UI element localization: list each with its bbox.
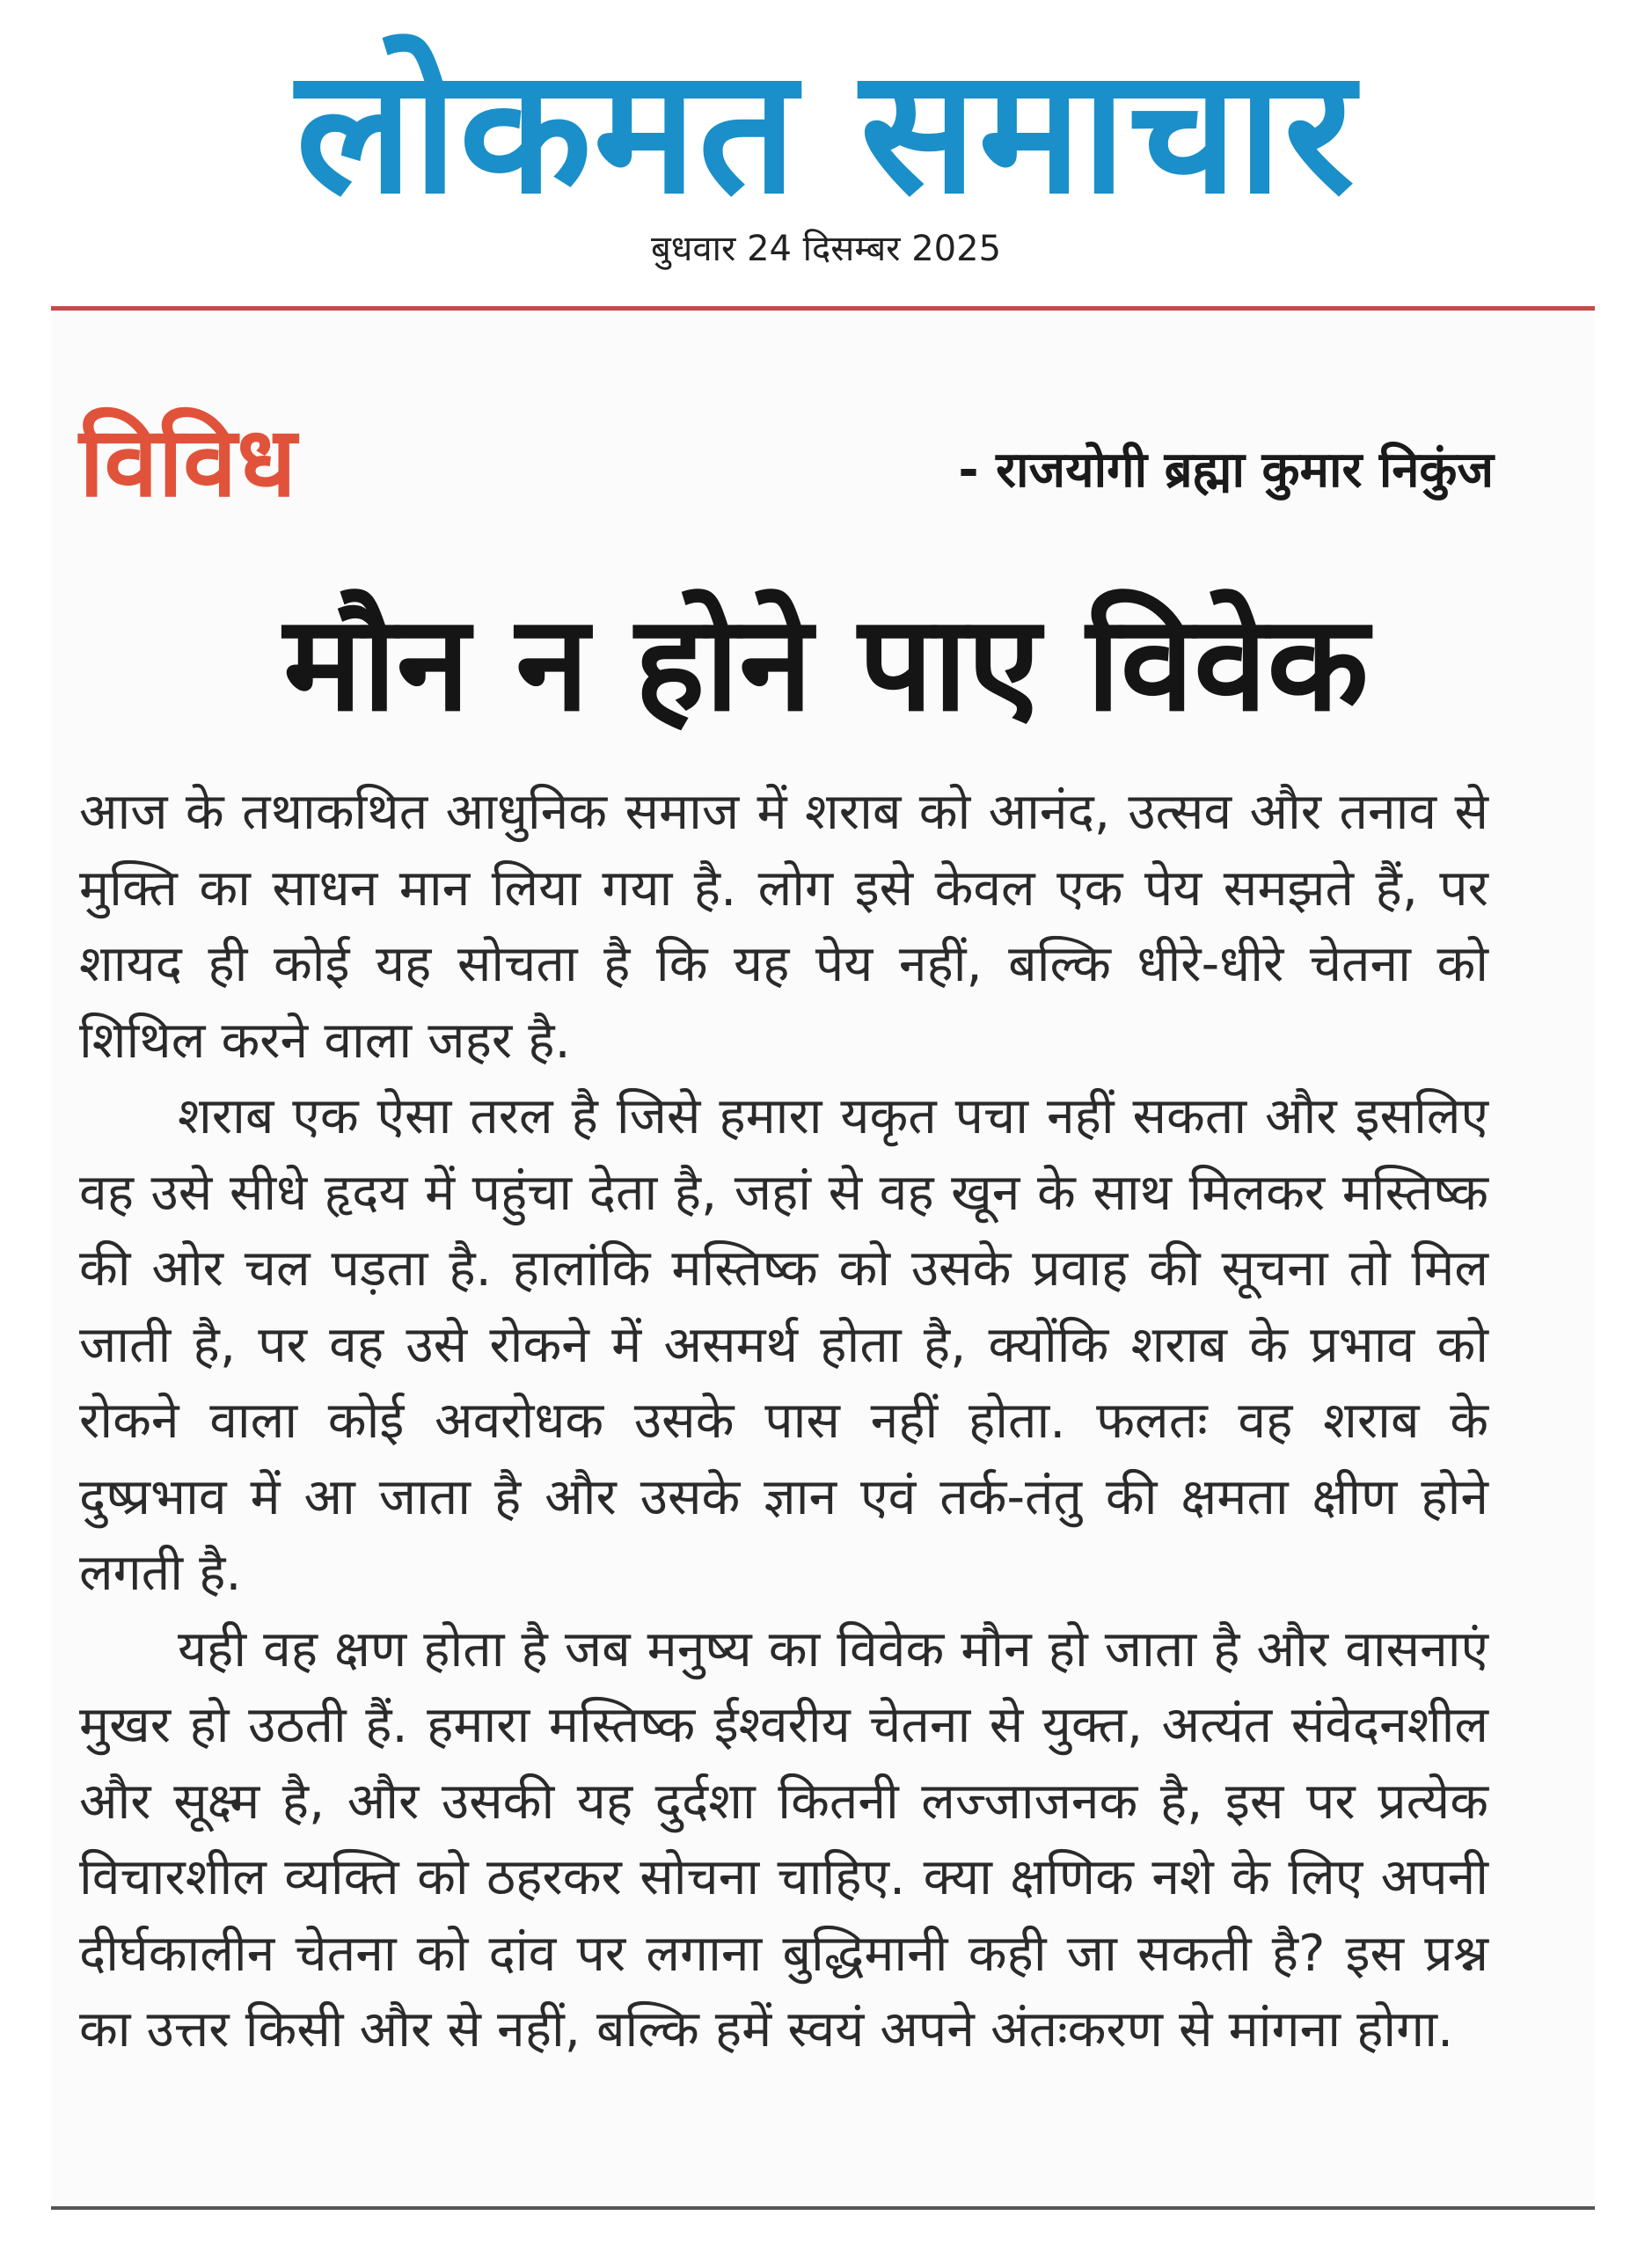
newspaper-logo: लोकमत समाचार (296, 32, 1356, 232)
paragraph: यही वह क्षण होता है जब मनुष्य का विवेक मौन हो जाता है और वासनाएं मुखर हो उठती हैं. हमारा मस्तिष्क ईश्वरीय चेतना से युक्त, अत्यंत संवेदनशील और सूक्ष्म है, और उसकी यह दुर्दशा कितनी लज्जाजनक है, इस पर प्रत्येक विचारशील व्यक्ति को ठहरकर सोचना चाहिए. क्या क्षणिक नशे के लिए अपनी दीर्घकालीन चेतना को दांव पर लगाना बुद्धिमानी कही जा सकती है? इस प्रश्न का उत्तर किसी और से नहीं, बल्कि हमें स्वयं अपने अंतःकरण से मांगना होगा. (79, 1620, 1488, 2058)
section-label: विविध (79, 406, 296, 518)
article-headline: मौन न होने पाए विवेक (283, 588, 1369, 741)
article-body (79, 774, 1488, 2068)
edition-date: बुधवार 24 दिसम्बर 2025 (650, 229, 1002, 269)
paragraph: आज के तथाकथित आधुनिक समाज में शराब को आनंद, उत्सव और तनाव से मुक्ति का साधन मान लिया गया है. लोग इसे केवल एक पेय समझते हैं, पर शायद ही कोई यह सोचता है कि यह पेय नहीं, बल्कि धीरे-धीरे चेतना को शिथिल करने वाला जहर है. (79, 783, 1488, 1070)
author-byline: - राजयोगी ब्रह्मा कुमार निकुंज (958, 442, 1494, 499)
paragraph: शराब एक ऐसा तरल है जिसे हमारा यकृत पचा नहीं सकता और इसलिए वह उसे सीधे हृदय में पहुंचा देता है, जहां से वह खून के साथ मिलकर मस्तिष्क की ओर चल पड़ता है. हालांकि मस्तिष्क को उसके प्रवाह की सूचना तो मिल जाती है, पर वह उसे रोकने में असमर्थ होता है, क्योंकि शराब के प्रभाव को रोकने वाला कोई अवरोधक उसके पास नहीं होता. फलतः वह शराब के दुष्प्रभाव में आ जाता है और उसके ज्ञान एवं तर्क-तंतु की क्षमता क्षीण होने लगती है. (79, 1087, 1488, 1602)
masthead (0, 32, 1652, 271)
bottom-divider (51, 2206, 1595, 2210)
